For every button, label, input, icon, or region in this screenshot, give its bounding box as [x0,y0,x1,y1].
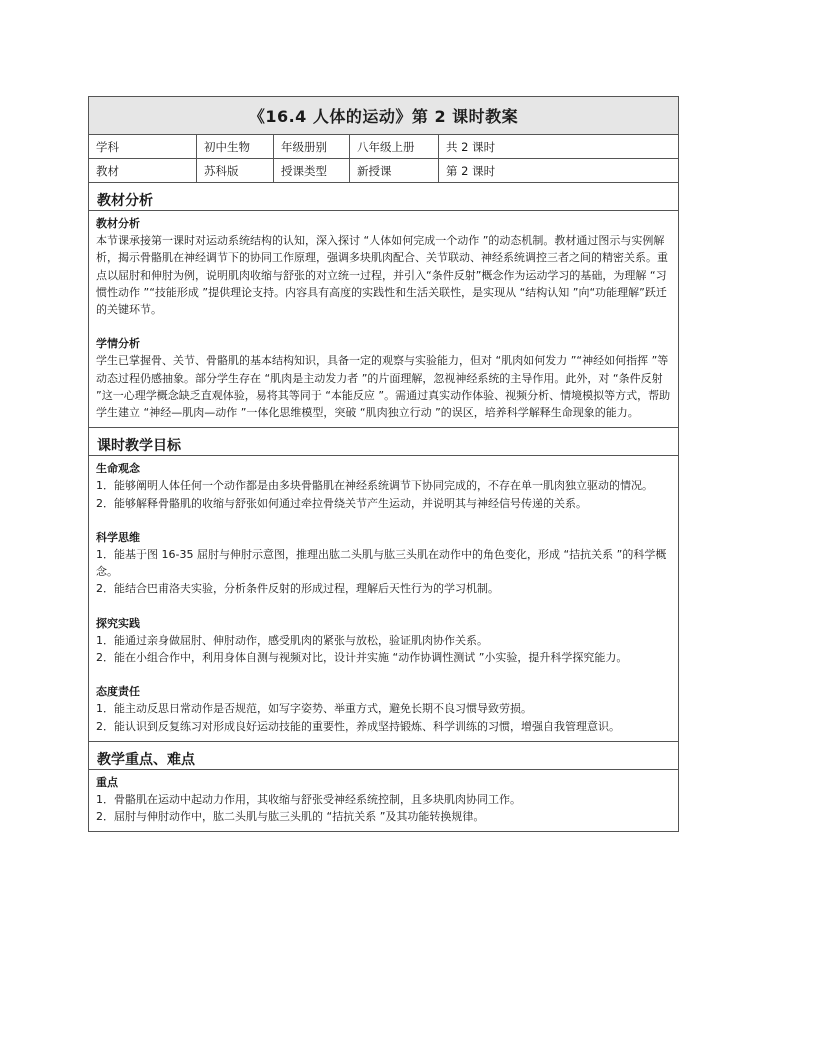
info-cell: 苏科版 [197,159,274,182]
info-cell: 年级册别 [274,135,350,158]
info-cell: 新授课 [350,159,439,182]
subheading: 教材分析 [96,217,140,230]
list-item: 2．能够解释骨骼肌的收缩与舒张如何通过牵拉骨绕关节产生运动，并说明其与神经信号传递的关系。 [96,496,587,510]
info-cell: 授课类型 [274,159,350,182]
section-body-objectives [89,456,678,742]
list-item: 2．能在小组合作中，利用身体自测与视频对比，设计并实施 “动作协调性测试 ”小实验，提升科学探究能力。 [96,651,628,665]
paragraph: 学生已掌握骨、关节、骨骼肌的基本结构知识，具备一定的观察与实验能力，但对 “肌肉如何发力 ”“神经如何指挥 ”等动态过程仍感抽象。部分学生存在 “肌肉是主动发力者 ”的片面理解，忽视神经系统的主导作用。此外，对 “条件反射 ”这一心理学概念缺乏直观体验，易将其等同于 “本能反应 ”。需通过真实动作体验、视频分析、情境模拟等方式，帮助学生建立 “神经—肌肉—动作 ”一体化思维模型，突破 “肌肉独立行动 ”的误区，培养科学解释生命现象的能力。 [96,354,671,420]
list-item: 1．能通过亲身做屈肘、伸肘动作，感受肌肉的紧张与放松，验证肌肉协作关系。 [96,633,488,647]
section-heading-textbook-analysis: 教材分析 [89,183,678,211]
info-cell: 第 2 课时 [446,164,496,178]
section-body-key-points [89,770,678,832]
info-row-2 [89,159,678,183]
subheading: 重点 [96,775,118,789]
list-item: 2．能结合巴甫洛夫实验，分析条件反射的形成过程，理解后天性行为的学习机制。 [96,582,499,596]
subheading: 探究实践 [96,616,140,630]
section-heading-key-points: 教学重点、难点 [89,742,678,770]
section-heading-objectives: 课时教学目标 [89,428,678,456]
subheading: 生命观念 [96,462,140,476]
subheading: 态度责任 [96,685,140,699]
paragraph: 本节课承接第一课时对运动系统结构的认知，深入探讨 “人体如何完成一个动作 ”的动态机制。教材通过图示与实例解析，揭示骨骼肌在神经调节下的协同工作原理，强调多块肌肉配合、关节联动、神经系统调控三者之间的精密关系。重点以屈肘和伸肘为例，说明肌肉收缩与舒张的对立统一过程，并引入“条件反射”概念作为运动学习的基础，为理解 “习惯性动作 ”“技能形成 ”提供理论支持。内容具有高度的实践性和生活关联性，是实现从 “结构认知 ”向“功能理解”跃迁的关键环节。 [96,234,668,317]
list-item: 1．能主动反思日常动作是否规范，如写字姿势、举重方式，避免长期不良习惯导致劳损。 [96,702,532,716]
info-cell: 教材 [89,159,197,182]
document-title: 《16.4 人体的运动》第 2 课时教案 [89,97,678,135]
subheading: 学情分析 [96,337,140,351]
section-body-textbook-analysis [89,211,678,428]
info-cell: 初中生物 [197,135,274,158]
subheading: 科学思维 [96,530,140,544]
list-item: 1．能够阐明人体任何一个动作都是由多块骨骼肌在神经系统调节下协同完成的，不存在单一肌肉独立驱动的情况。 [96,479,653,493]
lesson-plan-document [88,96,679,832]
info-row-1 [89,135,678,159]
list-item: 2．能认识到反复练习对形成良好运动技能的重要性，养成坚持锻炼、科学训练的习惯，增强自我管理意识。 [96,719,620,733]
info-cell: 八年级上册 [350,135,439,158]
info-cell: 学科 [89,135,197,158]
list-item: 2．屈肘与伸肘动作中，肱二头肌与肱三头肌的 “拮抗关系 ”及其功能转换规律。 [96,810,485,824]
list-item: 1．骨骼肌在运动中起动力作用，其收缩与舒张受神经系统控制，且多块肌肉协同工作。 [96,793,521,807]
info-cell: 共 2 课时 [446,140,496,154]
list-item: 1．能基于图 16-35 屈肘与伸肘示意图，推理出肱二头肌与肱三头肌在动作中的角色变化，形成 “拮抗关系 ”的科学概念。 [96,548,667,579]
